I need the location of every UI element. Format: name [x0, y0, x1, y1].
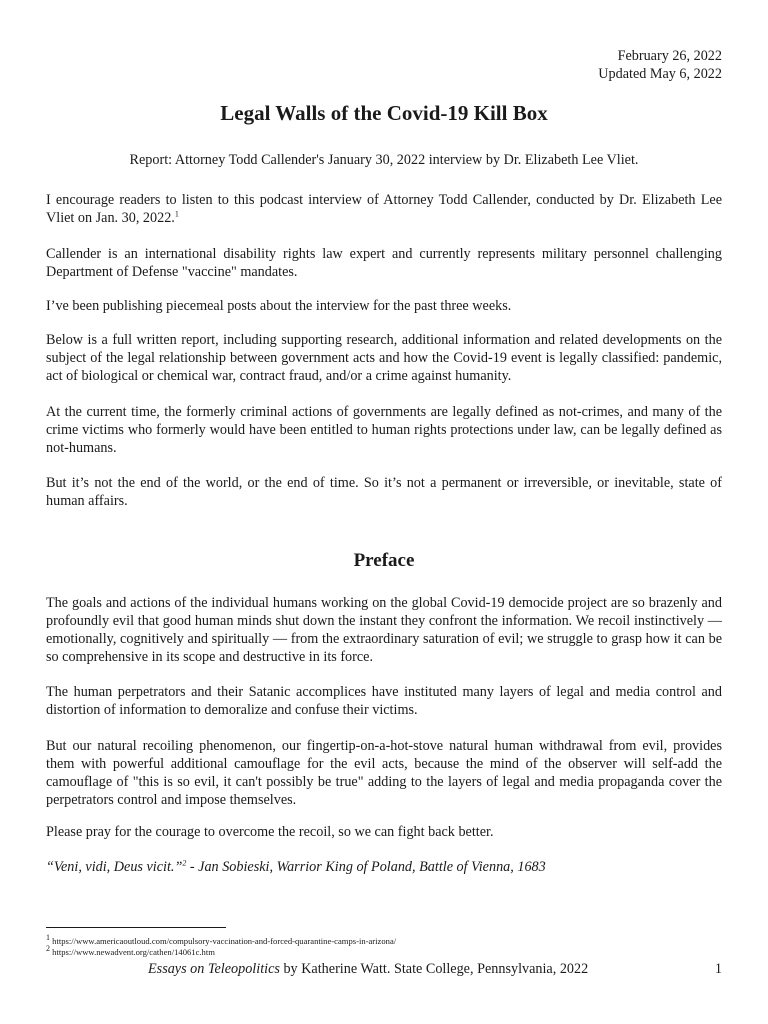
footnote-ref-1[interactable]: 1: [174, 209, 179, 219]
date-block: [598, 47, 722, 83]
footnote-ref-2[interactable]: 2: [182, 858, 187, 868]
report-subtitle: Report: Attorney Todd Callender's January 30, 2022 interview by Dr. Elizabeth Lee Vliet.: [129, 152, 639, 168]
intro-paragraph-3: I’ve been publishing piecemeal posts about the interview for the past three weeks.: [46, 298, 512, 314]
publish-date: February 26, 2022: [617, 48, 722, 64]
preface-paragraph-2: The human perpetrators and their Satanic accomplices have instituted many layers of legal and media control and distortion of information to demoralize and confuse their victims.: [46, 684, 722, 718]
intro-paragraph-1: I encourage readers to listen to this podcast interview of Attorney Todd Callender, conducted by Dr. Elizabeth Lee Vliet on Jan. 30, 2022.$^1$: [46, 192, 722, 226]
footnote-divider: [46, 927, 226, 928]
intro-paragraph-6: But it’s not the end of the world, or the end of time. So it’s not a permanent or irreversible, or inevitable, state of human affairs.: [46, 475, 722, 509]
book-title: Essays on Teleopolitics: [148, 961, 280, 977]
footnote-2: $^2$ https://www.newadvent.org/cathen/14061c.htm: [46, 944, 215, 957]
closing-quote: “Veni, vidi, Deus vicit.”$^2$ - Jan Sobieski, Warrior King of Poland, Battle of Vienna, 1683: [46, 858, 546, 875]
intro-paragraph-2: Callender is an international disability rights law expert and currently represents military personnel challenging Department of Defense "vaccine" mandates.: [46, 246, 722, 280]
intro-paragraph-5: At the current time, the formerly criminal actions of governments are legally defined as not-crimes, and many of the crime victims who formerly would have been entitled to human rights protections under law, can be legally defined as not-humans.: [46, 404, 722, 456]
footnote-link[interactable]: https://www.americaoutloud.com/compulsory-vaccination-and-forced-quarantine-camps-in-arizona/: [50, 936, 397, 946]
footnote-link[interactable]: https://www.newadvent.org/cathen/14061c.htm: [50, 947, 215, 957]
preface-paragraph-4: Please pray for the courage to overcome the recoil, so we can fight back better.: [46, 824, 494, 840]
quote-attribution: - Jan Sobieski, Warrior King of Poland, Battle of Vienna, 1683: [186, 859, 546, 875]
updated-date: Updated May 6, 2022: [598, 66, 722, 82]
preface-paragraph-3: But our natural recoiling phenomenon, our fingertip-on-a-hot-stove natural human withdrawal from evil, provides them with powerful additional camouflage for the evil acts, because the mind of the observer will self-add the camouflage of "this is so evil, it can't possibly be true" adding to the layers of legal and media propaganda cover the perpetrators control and impose themselves.: [46, 738, 722, 808]
page-number: 1: [714, 961, 722, 977]
footnote-1: $^1$ https://www.americaoutloud.com/compulsory-vaccination-and-forced-quarantine-camps-in-arizona/: [46, 933, 397, 946]
preface-heading: Preface: [353, 550, 415, 571]
footer-credit: by Katherine Watt. State College, Pennsylvania, 2022: [279, 961, 589, 977]
intro-paragraph-4: Below is a full written report, including supporting research, additional information and related developments on the subject of the legal relationship between government acts and how the Covid-19 event is legally classified: pandemic, act of biological or chemical war, contract fraud, and/or a crime against humanity.: [46, 332, 722, 384]
page-footer: [148, 961, 588, 978]
preface-paragraph-1: The goals and actions of the individual humans working on the global Covid-19 democide project are so brazenly and profoundly evil that good human minds shut down the instant they confront the information. We recoil instinctively — emotionally, cognitively and spiritually — from the extraordinary saturation of evil; we struggle to grasp how it can be so comprehensive in its scope and destructive in its force.: [46, 595, 722, 665]
document-title: Legal Walls of the Covid-19 Kill Box: [220, 101, 548, 125]
